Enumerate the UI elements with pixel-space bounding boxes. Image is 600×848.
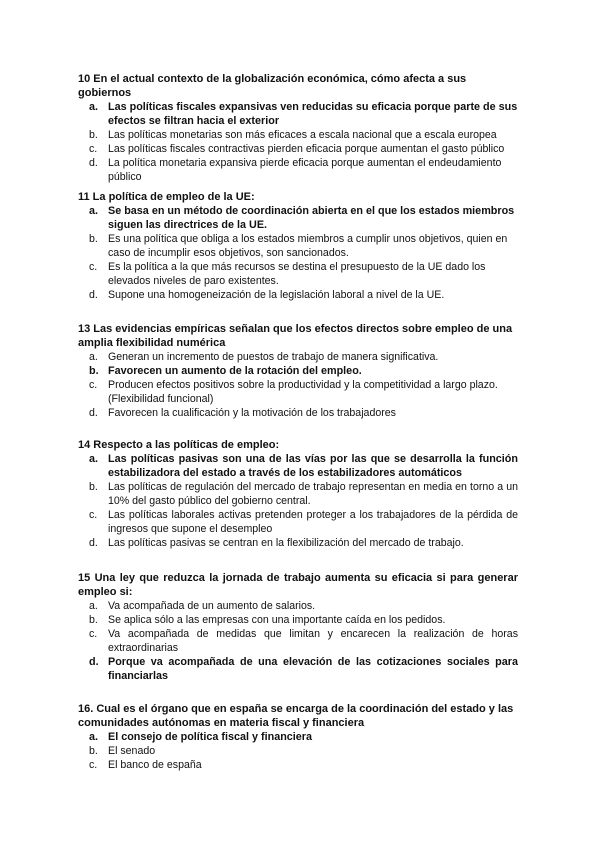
option-marker: a. bbox=[89, 101, 99, 113]
answer-option bbox=[78, 480, 518, 508]
answer-option bbox=[78, 627, 518, 655]
answer-option bbox=[78, 350, 518, 364]
option-marker: c. bbox=[89, 628, 98, 640]
question-title: 14 Respecto a las políticas de empleo: bbox=[78, 439, 280, 451]
option-marker: d. bbox=[89, 407, 98, 419]
option-text: Porque va acompañada de una elevación de las cotizaciones sociales para financiarlas bbox=[108, 656, 518, 682]
answer-list bbox=[78, 350, 518, 420]
option-text: Es la política a la que más recursos se destina el presupuesto de la UE dado los elevados niveles de paro existentes. bbox=[108, 261, 486, 287]
option-marker: b. bbox=[89, 129, 98, 141]
option-marker: d. bbox=[89, 537, 98, 549]
option-marker: b. bbox=[89, 614, 98, 626]
answer-option bbox=[78, 232, 518, 260]
question-13 bbox=[78, 322, 518, 420]
answer-option-correct bbox=[78, 204, 518, 232]
option-text: Va acompañada de un aumento de salarios. bbox=[108, 600, 316, 612]
option-text: Las políticas laborales activas pretenden proteger a los trabajadores de la pérdida de ingresos que supone el desempleo bbox=[108, 509, 518, 535]
option-marker: a. bbox=[89, 205, 99, 217]
answer-option-correct bbox=[78, 364, 518, 378]
answer-option bbox=[78, 744, 518, 758]
option-text: Generan un incremento de puestos de trabajo de manera significativa. bbox=[108, 351, 439, 363]
answer-list bbox=[78, 100, 518, 184]
option-marker: a. bbox=[89, 600, 98, 612]
option-marker: c. bbox=[89, 379, 98, 391]
option-text: Las políticas de regulación del mercado de trabajo representan en media en torno a un 10% del gasto público del gobierno central. bbox=[108, 481, 518, 507]
option-text: Las políticas fiscales contractivas pierden eficacia porque aumentan el gasto público bbox=[108, 143, 505, 155]
answer-option bbox=[78, 156, 518, 184]
option-marker: b. bbox=[89, 481, 98, 493]
question-title: 15 Una ley que reduzca la jornada de trabajo aumenta su eficacia si para generar empleo si: bbox=[78, 572, 518, 598]
option-text: Producen efectos positivos sobre la productividad y la competitividad a largo plazo. (Flexibilidad funcional) bbox=[108, 379, 498, 405]
answer-list bbox=[78, 599, 518, 683]
question-16 bbox=[78, 702, 518, 772]
option-marker: a. bbox=[89, 453, 99, 465]
option-marker: c. bbox=[89, 509, 98, 521]
option-marker: a. bbox=[89, 731, 99, 743]
answer-option bbox=[78, 406, 518, 420]
option-text: El senado bbox=[108, 745, 156, 757]
option-text: El banco de españa bbox=[108, 759, 202, 771]
answer-option-correct bbox=[78, 655, 518, 683]
option-text: El consejo de política fiscal y financiera bbox=[108, 731, 313, 743]
answer-option bbox=[78, 288, 518, 302]
answer-option bbox=[78, 758, 518, 772]
option-marker: d. bbox=[89, 656, 99, 668]
option-marker: a. bbox=[89, 351, 98, 363]
option-marker: d. bbox=[89, 289, 98, 301]
question-14 bbox=[78, 438, 518, 550]
option-marker: d. bbox=[89, 157, 98, 169]
option-text: Se basa en un método de coordinación abierta en el que los estados miembros siguen las directrices de la UE. bbox=[108, 205, 515, 231]
answer-list bbox=[78, 452, 518, 550]
option-marker: c. bbox=[89, 143, 98, 155]
answer-option bbox=[78, 508, 518, 536]
question-title: 11 La política de empleo de la UE: bbox=[78, 191, 255, 203]
option-text: Las políticas monetarias son más eficaces a escala nacional que a escala europea bbox=[108, 129, 497, 141]
answer-option-correct bbox=[78, 452, 518, 480]
option-text: La política monetaria expansiva pierde eficacia porque aumentan el endeudamiento público bbox=[108, 157, 502, 183]
question-11 bbox=[78, 190, 518, 302]
option-marker: b. bbox=[89, 745, 98, 757]
answer-option bbox=[78, 128, 518, 142]
option-marker: c. bbox=[89, 261, 98, 273]
answer-list bbox=[78, 204, 518, 302]
answer-option bbox=[78, 536, 518, 550]
question-15 bbox=[78, 571, 518, 683]
option-text: Va acompañada de medidas que limitan y encarecen la realización de horas extraordinarias bbox=[108, 628, 518, 654]
question-title: 16. Cual es el órgano que en españa se encarga de la coordinación del estado y las comunidades autónomas en materia fiscal y financiera bbox=[78, 703, 514, 729]
answer-option bbox=[78, 142, 518, 156]
answer-option-correct bbox=[78, 730, 518, 744]
question-title: 13 Las evidencias empíricas señalan que los efectos directos sobre empleo de una amplia flexibilidad numérica bbox=[78, 323, 513, 349]
option-marker: b. bbox=[89, 233, 98, 245]
option-text: Se aplica sólo a las empresas con una importante caída en los pedidos. bbox=[108, 614, 446, 626]
option-text: Es una política que obliga a los estados miembros a cumplir unos objetivos, quien en caso de incumplir esos objetivos, son sancionados. bbox=[108, 233, 508, 259]
answer-option-correct bbox=[78, 100, 518, 128]
question-10 bbox=[78, 72, 518, 184]
option-marker: b. bbox=[89, 365, 99, 377]
option-text: Supone una homogeneización de la legislación laboral a nivel de la UE. bbox=[108, 289, 445, 301]
option-text: Las políticas pasivas se centran en la flexibilización del mercado de trabajo. bbox=[108, 537, 464, 549]
answer-option bbox=[78, 378, 518, 406]
answer-option bbox=[78, 613, 518, 627]
option-text: Favorecen un aumento de la rotación del empleo. bbox=[108, 365, 362, 377]
option-text: Las políticas fiscales expansivas ven reducidas su eficacia porque parte de sus efectos se filtran hacia el exterior bbox=[108, 101, 518, 127]
answer-list bbox=[78, 730, 518, 772]
answer-option bbox=[78, 260, 518, 288]
option-text: Las políticas pasivas son una de las vías por las que se desarrolla la función estabilizadora del estado a través de los estabilizadores automáticos bbox=[108, 453, 518, 479]
option-marker: c. bbox=[89, 759, 98, 771]
question-title: 10 En el actual contexto de la globalización económica, cómo afecta a sus gobiernos bbox=[78, 73, 467, 99]
answer-option bbox=[78, 599, 518, 613]
option-text: Favorecen la cualificación y la motivación de los trabajadores bbox=[108, 407, 396, 419]
